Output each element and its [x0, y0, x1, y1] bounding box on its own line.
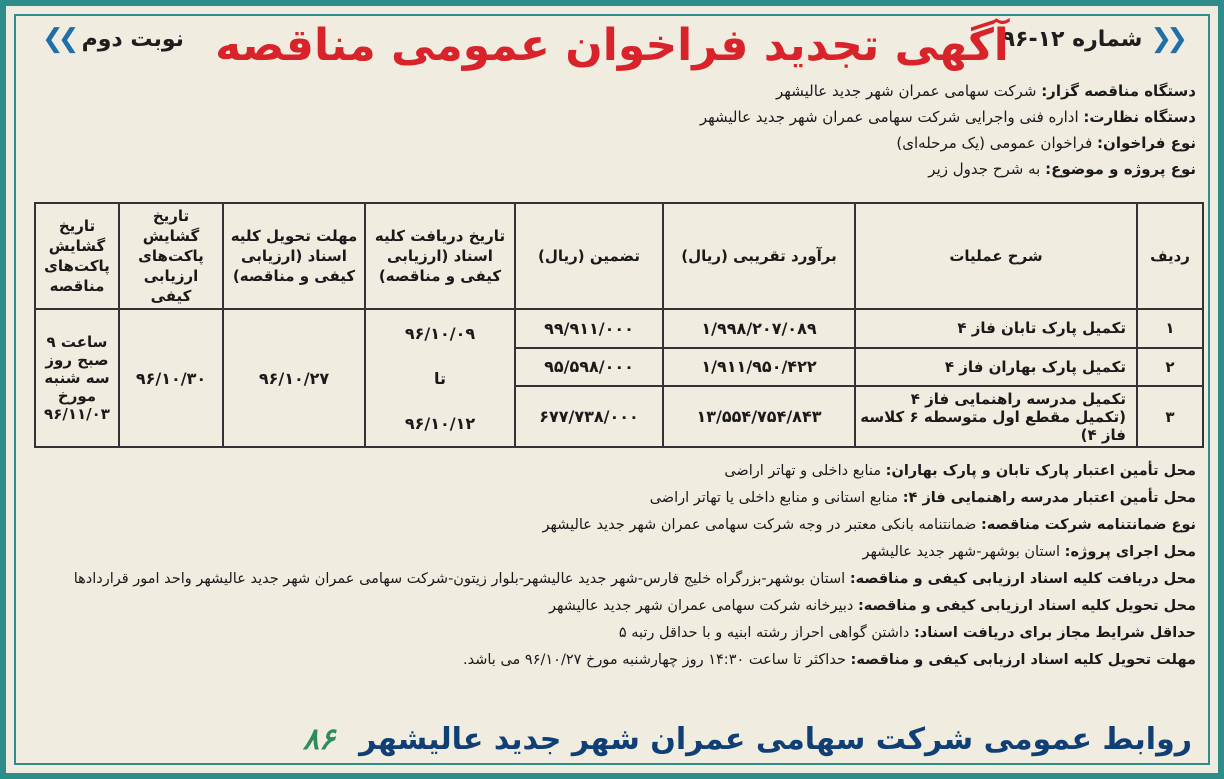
- tender-table: [34, 202, 1204, 448]
- row-guarantee: ۶۷۷/۷۳۸/۰۰۰: [515, 386, 663, 447]
- row-estimate: ۱۳/۵۵۴/۷۵۴/۸۴۳: [663, 386, 855, 447]
- ad-number-text: شماره ۱۲-۹۶: [1001, 26, 1143, 52]
- note-row: [28, 566, 1196, 593]
- open-quality-date: ۹۶/۱۰/۳۰: [119, 309, 223, 447]
- row-operation: تکمیل مدرسه راهنمایی فاز ۴ (تکمیل مقطع اول متوسطه ۶ کلاسه فاز ۴): [855, 386, 1137, 447]
- note-value: دبیرخانه شرکت سهامی عمران شهر جدید عالیشهر: [549, 598, 854, 614]
- info-row-project-type: [28, 156, 1196, 182]
- note-row: [28, 458, 1196, 485]
- info-label: دستگاه نظارت:: [1083, 108, 1196, 126]
- info-section: [28, 78, 1196, 182]
- row-operation: تکمیل پارک بهاران فاز ۴: [855, 348, 1137, 387]
- note-value: منابع استانی و منابع داخلی یا تهاتر اراضی: [649, 490, 899, 506]
- open-tender-date: ساعت ۹ صبح روز سه شنبه مورخ ۹۶/۱۱/۰۳: [35, 309, 119, 447]
- note-row: [28, 485, 1196, 512]
- footer-public-relations: روابط عمومی شرکت سهامی عمران شهر جدید عالیشهر: [359, 721, 1192, 757]
- note-label: محل تحویل کلیه اسناد ارزیابی کیفی و مناقصه:: [857, 598, 1196, 614]
- table-header-row: [35, 203, 1203, 309]
- info-value: اداره فنی واجرایی شرکت سهامی عمران شهر جدید عالیشهر: [699, 108, 1079, 126]
- note-value: ضمانتنامه بانکی معتبر در وجه شرکت سهامی عمران شهر جدید عالیشهر: [542, 517, 977, 533]
- note-value: استان بوشهر-بزرگراه خلیج فارس-شهر جدید عالیشهر-بلوار زیتون-شرکت سهامی عمران شهر جدید عالیشهر واحد امور قراردادها: [73, 571, 846, 587]
- note-label: مهلت تحویل کلیه اسناد ارزیابی کیفی و مناقصه:: [850, 652, 1196, 668]
- note-label: محل تأمین اعتبار مدرسه راهنمایی فاز ۴:: [902, 490, 1196, 506]
- row-estimate: ۱/۹۹۸/۲۰۷/۰۸۹: [663, 309, 855, 348]
- note-value: استان بوشهر-شهر جدید عالیشهر: [862, 544, 1061, 560]
- row-number: ۲: [1137, 348, 1203, 387]
- note-label: محل دریافت کلیه اسناد ارزیابی کیفی و مناقصه:: [849, 571, 1196, 587]
- info-row-tender-authority: [28, 78, 1196, 104]
- note-value: منابع داخلی و تهاتر اراضی: [724, 463, 882, 479]
- double-chevron-icon: ❮❮: [1150, 24, 1182, 54]
- note-label: حداقل شرایط مجاز برای دریافت اسناد:: [914, 625, 1196, 641]
- receive-to-word: تا: [433, 368, 446, 388]
- col-guarantee: تضمین (ریال): [515, 203, 663, 309]
- col-deadline: مهلت تحویل کلیه اسناد (ارزیابی کیفی و مناقصه): [223, 203, 365, 309]
- info-value: شرکت سهامی عمران شهر جدید عالیشهر: [776, 82, 1037, 100]
- note-label: محل تأمین اعتبار پارک تابان و پارک بهاران:: [885, 463, 1196, 479]
- col-receive: تاریخ دریافت کلیه اسناد (ارزیابی کیفی و مناقصه): [365, 203, 515, 309]
- note-row: [28, 647, 1196, 674]
- info-value: فراخوان عمومی (یک مرحله‌ای): [896, 134, 1093, 152]
- col-open-tender: تاریخ گشایش پاکت‌های مناقصه: [35, 203, 119, 309]
- deadline-date: ۹۶/۱۰/۲۷: [223, 309, 365, 447]
- info-row-call-type: [28, 130, 1196, 156]
- table-row: [35, 309, 1203, 348]
- info-row-supervisor: [28, 104, 1196, 130]
- note-row: [28, 512, 1196, 539]
- note-row: [28, 539, 1196, 566]
- row-number: ۳: [1137, 386, 1203, 447]
- note-value: حداکثر تا ساعت ۱۴:۳۰ روز چهارشنبه مورخ ۹۶/۱۰/۲۷ می باشد.: [463, 652, 846, 668]
- col-row: ردیف: [1137, 203, 1203, 309]
- round-label: [42, 24, 184, 54]
- col-open-quality: تاریخ گشایش پاکت‌های ارزیابی کیفی: [119, 203, 223, 309]
- info-value: به شرح جدول زیر: [928, 160, 1041, 178]
- info-label: نوع پروژه و موضوع:: [1045, 160, 1196, 178]
- row-guarantee: ۹۹/۹۱۱/۰۰۰: [515, 309, 663, 348]
- col-operation: شرح عملیات: [855, 203, 1137, 309]
- row-estimate: ۱/۹۱۱/۹۵۰/۴۲۲: [663, 348, 855, 387]
- notes-section: [28, 458, 1196, 674]
- double-chevron-icon: ❯❯: [42, 24, 74, 54]
- note-label: محل اجرای پروژه:: [1064, 544, 1196, 560]
- row-number: ۱: [1137, 309, 1203, 348]
- row-operation: تکمیل پارک تابان فاز ۴: [855, 309, 1137, 348]
- info-label: دستگاه مناقصه گزار:: [1041, 82, 1196, 100]
- receive-dates: [365, 309, 515, 447]
- footer: [32, 719, 1192, 759]
- note-row: [28, 593, 1196, 620]
- round-text: نوبت دوم: [81, 26, 184, 52]
- row-guarantee: ۹۵/۵۹۸/۰۰۰: [515, 348, 663, 387]
- receive-from: ۹۶/۱۰/۰۹: [404, 323, 476, 343]
- header: [26, 16, 1198, 76]
- note-row: [28, 620, 1196, 647]
- note-label: نوع ضمانتنامه شرکت مناقصه:: [980, 517, 1196, 533]
- receive-to: ۹۶/۱۰/۱۲: [404, 413, 476, 433]
- page-title: آگهی تجدید فراخوان عمومی مناقصه: [215, 20, 1009, 71]
- footer-code: ۸۶: [302, 721, 336, 757]
- col-estimate: برآورد تقریبی (ریال): [663, 203, 855, 309]
- info-label: نوع فراخوان:: [1097, 134, 1196, 152]
- note-value: داشتن گواهی احراز رشته ابنیه و با حداقل رتبه ۵: [618, 625, 910, 641]
